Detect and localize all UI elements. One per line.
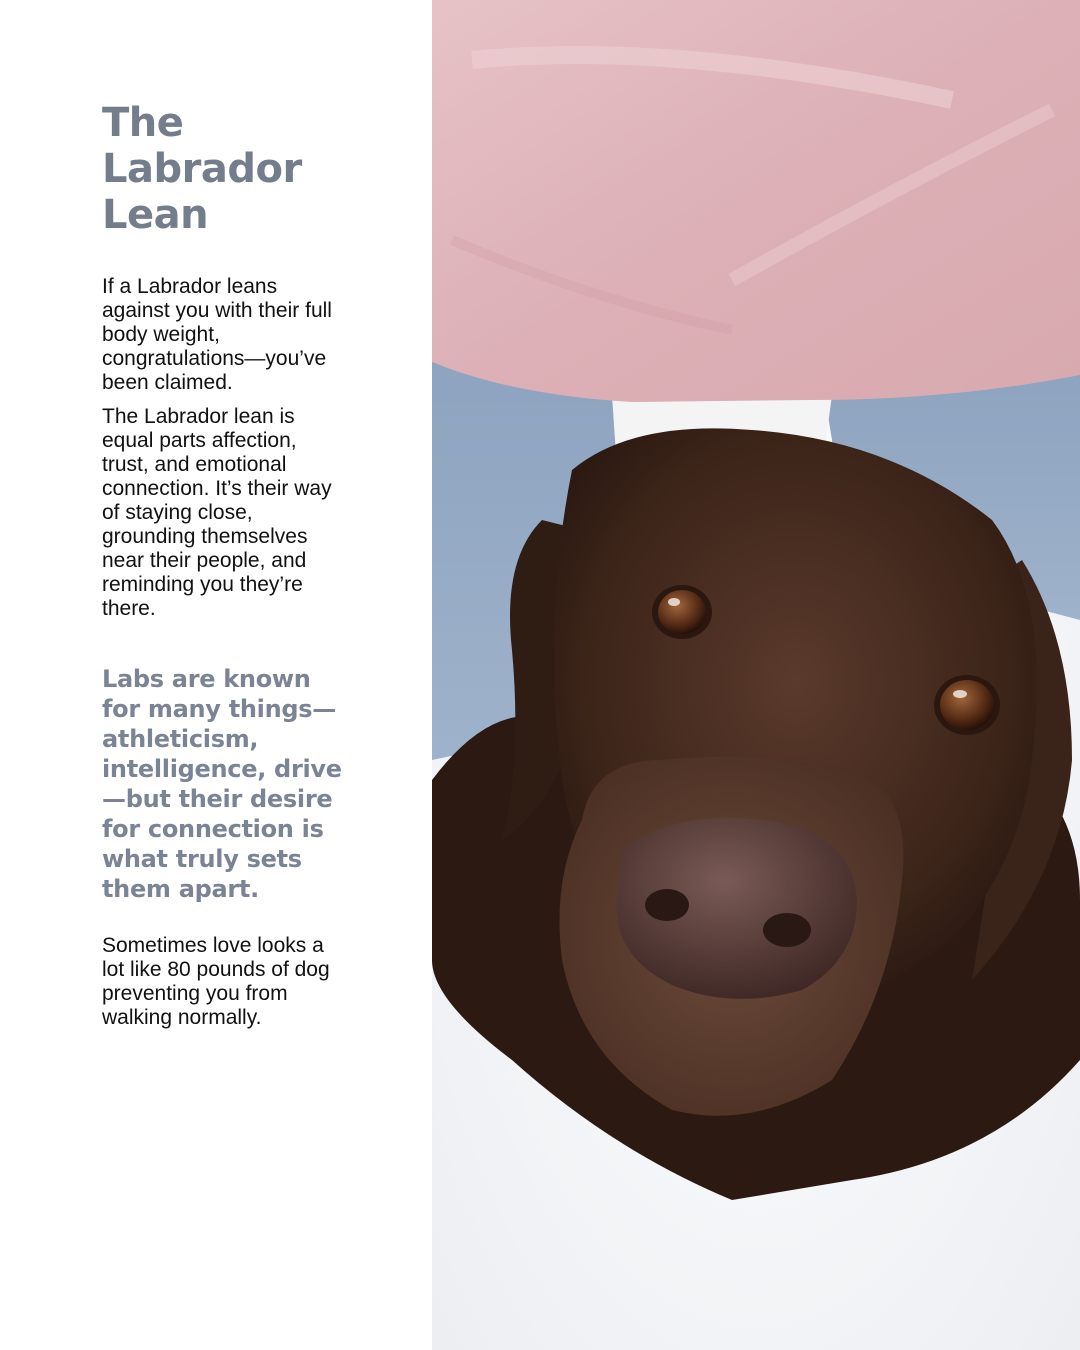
- title-line-1: The: [102, 100, 184, 146]
- dog-photo: [432, 0, 1080, 1350]
- title-line-2: Labrador: [102, 146, 302, 192]
- intro-paragraph: If a Labrador leans against you with their full body weight, congratulations—you’ve been claimed.: [102, 275, 332, 394]
- dog-illustration: [432, 0, 1080, 1350]
- page-title: [102, 100, 342, 238]
- closing-paragraph: Sometimes love looks a lot like 80 pounds of dog preventing you from walking normally.: [102, 934, 330, 1029]
- pull-quote: Labs are known for many things—athleticism, intelligence, drive—but their desire for connection is what truly sets them apart.: [102, 665, 342, 903]
- title-line-3: Lean: [102, 192, 209, 238]
- body-paragraph: The Labrador lean is equal parts affection, trust, and emotional connection. It’s their way of staying close, grounding themselves near their people, and reminding you they’re there.: [102, 405, 332, 620]
- text-column: [0, 0, 432, 1350]
